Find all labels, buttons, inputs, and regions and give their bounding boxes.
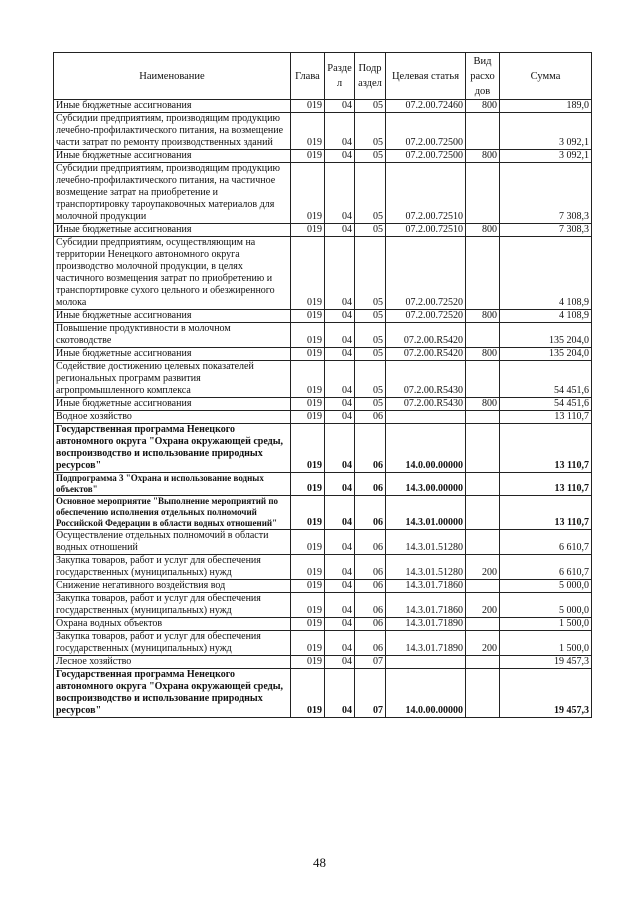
page-number: 48 <box>313 855 326 870</box>
row-sum: 7 308,3 <box>500 224 592 237</box>
row-section: 04 <box>325 593 355 618</box>
row-chapter: 019 <box>291 580 325 593</box>
row-name: Субсидии предприятиям, производящим продукцию лечебно-профилактического питания, на частичное возмещение затрат на приобретение и транспортировку тароупаковочных материалов для молочной продукции <box>54 163 291 224</box>
row-subsection: 06 <box>355 593 386 618</box>
row-sum: 13 110,7 <box>500 473 592 496</box>
row-name: Субсидии предприятиям, производящим продукцию лечебно-профилактического питания, на возмещение части затрат по ремонту производственных зданий <box>54 113 291 150</box>
row-kind: 800 <box>466 100 500 113</box>
row-sum: 6 610,7 <box>500 530 592 555</box>
table-body <box>54 100 592 718</box>
row-kind: 800 <box>466 224 500 237</box>
table-row <box>54 669 592 718</box>
row-kind: 800 <box>466 398 500 411</box>
row-chapter: 019 <box>291 473 325 496</box>
row-sum: 54 451,6 <box>500 361 592 398</box>
row-subsection: 05 <box>355 224 386 237</box>
row-target: 14.3.00.00000 <box>386 473 466 496</box>
row-subsection: 06 <box>355 631 386 656</box>
header-target: Целевая статья <box>386 53 466 100</box>
row-section: 04 <box>325 310 355 323</box>
table-row <box>54 424 592 473</box>
row-target: 07.2.00.72500 <box>386 113 466 150</box>
row-name: Иные бюджетные ассигнования <box>54 150 291 163</box>
row-kind <box>466 473 500 496</box>
row-sum: 135 204,0 <box>500 348 592 361</box>
row-target: 07.2.00.72520 <box>386 310 466 323</box>
row-chapter: 019 <box>291 150 325 163</box>
table-row <box>54 224 592 237</box>
row-section: 04 <box>325 224 355 237</box>
table-row <box>54 237 592 310</box>
row-section: 04 <box>325 150 355 163</box>
table-row <box>54 496 592 530</box>
row-name: Лесное хозяйство <box>54 656 291 669</box>
row-target: 07.2.00.R5420 <box>386 323 466 348</box>
row-name: Закупка товаров, работ и услуг для обеспечения государственных (муниципальных) нужд <box>54 593 291 618</box>
row-kind <box>466 424 500 473</box>
row-chapter: 019 <box>291 361 325 398</box>
row-section: 04 <box>325 496 355 530</box>
row-section: 04 <box>325 237 355 310</box>
row-target: 07.2.00.R5430 <box>386 398 466 411</box>
row-sum: 1 500,0 <box>500 618 592 631</box>
row-kind <box>466 361 500 398</box>
row-section: 04 <box>325 631 355 656</box>
row-name: Государственная программа Ненецкого автономного округа "Охрана окружающей среды, воспроизводство и использование природных ресурсов" <box>54 669 291 718</box>
row-kind: 800 <box>466 348 500 361</box>
table-row <box>54 163 592 224</box>
row-target: 07.2.00.72460 <box>386 100 466 113</box>
row-subsection: 05 <box>355 150 386 163</box>
row-target: 14.3.01.71890 <box>386 618 466 631</box>
row-target: 07.2.00.72510 <box>386 163 466 224</box>
row-sum: 13 110,7 <box>500 411 592 424</box>
row-name: Снижение негативного воздействия вод <box>54 580 291 593</box>
row-chapter: 019 <box>291 237 325 310</box>
header-kind: Вид расхо дов <box>466 53 500 100</box>
row-kind <box>466 656 500 669</box>
row-name: Основное мероприятие "Выполнение мероприятий по обеспечению исполнения отдельных полномочий Российской Федерации в области водных отношений" <box>54 496 291 530</box>
row-sum: 5 000,0 <box>500 580 592 593</box>
row-name: Закупка товаров, работ и услуг для обеспечения государственных (муниципальных) нужд <box>54 631 291 656</box>
row-subsection: 07 <box>355 656 386 669</box>
row-subsection: 06 <box>355 618 386 631</box>
table-row <box>54 473 592 496</box>
row-section: 04 <box>325 113 355 150</box>
row-target <box>386 411 466 424</box>
row-kind: 200 <box>466 555 500 580</box>
row-chapter: 019 <box>291 669 325 718</box>
row-kind <box>466 618 500 631</box>
row-subsection: 06 <box>355 496 386 530</box>
row-chapter: 019 <box>291 398 325 411</box>
row-sum: 5 000,0 <box>500 593 592 618</box>
row-subsection: 05 <box>355 100 386 113</box>
table-row <box>54 150 592 163</box>
row-sum: 6 610,7 <box>500 555 592 580</box>
row-section: 04 <box>325 361 355 398</box>
row-chapter: 019 <box>291 224 325 237</box>
table-row <box>54 631 592 656</box>
table-row <box>54 656 592 669</box>
row-chapter: 019 <box>291 310 325 323</box>
row-sum: 4 108,9 <box>500 237 592 310</box>
row-name: Повышение продуктивности в молочном скотоводстве <box>54 323 291 348</box>
row-chapter: 019 <box>291 323 325 348</box>
table-row <box>54 113 592 150</box>
row-name: Иные бюджетные ассигнования <box>54 100 291 113</box>
row-target: 14.3.01.51280 <box>386 530 466 555</box>
table-row <box>54 398 592 411</box>
row-chapter: 019 <box>291 496 325 530</box>
row-kind <box>466 530 500 555</box>
row-section: 04 <box>325 100 355 113</box>
row-sum: 4 108,9 <box>500 310 592 323</box>
table-header-row <box>54 53 592 100</box>
row-kind: 200 <box>466 593 500 618</box>
row-section: 04 <box>325 656 355 669</box>
table-row <box>54 348 592 361</box>
row-target: 14.3.01.51280 <box>386 555 466 580</box>
row-subsection: 05 <box>355 398 386 411</box>
row-kind <box>466 496 500 530</box>
table-row <box>54 530 592 555</box>
row-sum: 3 092,1 <box>500 113 592 150</box>
row-chapter: 019 <box>291 424 325 473</box>
row-target: 14.3.01.71860 <box>386 580 466 593</box>
row-sum: 1 500,0 <box>500 631 592 656</box>
row-kind <box>466 113 500 150</box>
row-subsection: 06 <box>355 580 386 593</box>
header-chapter: Глава <box>291 53 325 100</box>
row-subsection: 06 <box>355 555 386 580</box>
row-section: 04 <box>325 530 355 555</box>
row-section: 04 <box>325 618 355 631</box>
row-name: Охрана водных объектов <box>54 618 291 631</box>
row-kind <box>466 411 500 424</box>
row-section: 04 <box>325 163 355 224</box>
row-subsection: 06 <box>355 473 386 496</box>
table-row <box>54 593 592 618</box>
row-sum: 135 204,0 <box>500 323 592 348</box>
row-kind <box>466 669 500 718</box>
row-subsection: 05 <box>355 323 386 348</box>
header-section: Разде л <box>325 53 355 100</box>
row-chapter: 019 <box>291 593 325 618</box>
table-row <box>54 555 592 580</box>
row-sum: 54 451,6 <box>500 398 592 411</box>
row-subsection: 05 <box>355 310 386 323</box>
row-kind <box>466 580 500 593</box>
row-target: 07.2.00.72520 <box>386 237 466 310</box>
row-name: Государственная программа Ненецкого автономного округа "Охрана окружающей среды, воспроизводство и использование природных ресурсов" <box>54 424 291 473</box>
row-section: 04 <box>325 323 355 348</box>
row-section: 04 <box>325 424 355 473</box>
row-name: Подпрограмма 3 "Охрана и использование водных объектов" <box>54 473 291 496</box>
table-row <box>54 618 592 631</box>
row-name: Иные бюджетные ассигнования <box>54 224 291 237</box>
row-target: 14.0.00.00000 <box>386 669 466 718</box>
row-name: Осуществление отдельных полномочий в области водных отношений <box>54 530 291 555</box>
row-name: Водное хозяйство <box>54 411 291 424</box>
row-chapter: 019 <box>291 631 325 656</box>
row-sum: 13 110,7 <box>500 424 592 473</box>
row-kind <box>466 163 500 224</box>
row-chapter: 019 <box>291 656 325 669</box>
row-sum: 7 308,3 <box>500 163 592 224</box>
table-row <box>54 361 592 398</box>
row-target: 14.3.01.71860 <box>386 593 466 618</box>
row-section: 04 <box>325 473 355 496</box>
row-subsection: 06 <box>355 424 386 473</box>
row-subsection: 05 <box>355 113 386 150</box>
row-kind <box>466 237 500 310</box>
row-chapter: 019 <box>291 411 325 424</box>
row-subsection: 07 <box>355 669 386 718</box>
row-kind: 800 <box>466 150 500 163</box>
row-name: Содействие достижению целевых показателей региональных программ развития агропромышленного комплекса <box>54 361 291 398</box>
row-subsection: 06 <box>355 530 386 555</box>
row-target: 07.2.00.72510 <box>386 224 466 237</box>
row-sum: 13 110,7 <box>500 496 592 530</box>
row-section: 04 <box>325 580 355 593</box>
row-chapter: 019 <box>291 618 325 631</box>
header-subsection: Подр аздел <box>355 53 386 100</box>
row-subsection: 05 <box>355 163 386 224</box>
row-target: 14.3.01.71890 <box>386 631 466 656</box>
row-section: 04 <box>325 669 355 718</box>
row-section: 04 <box>325 555 355 580</box>
row-target: 07.2.00.72500 <box>386 150 466 163</box>
row-kind: 800 <box>466 310 500 323</box>
row-chapter: 019 <box>291 163 325 224</box>
row-chapter: 019 <box>291 555 325 580</box>
row-section: 04 <box>325 411 355 424</box>
row-chapter: 019 <box>291 100 325 113</box>
row-name: Иные бюджетные ассигнования <box>54 398 291 411</box>
row-target: 07.2.00.R5420 <box>386 348 466 361</box>
row-section: 04 <box>325 398 355 411</box>
row-target: 14.0.00.00000 <box>386 424 466 473</box>
row-subsection: 05 <box>355 361 386 398</box>
row-chapter: 019 <box>291 113 325 150</box>
row-subsection: 05 <box>355 348 386 361</box>
header-name: Наименование <box>54 53 291 100</box>
table-row <box>54 580 592 593</box>
budget-table <box>53 52 592 718</box>
row-chapter: 019 <box>291 530 325 555</box>
row-kind: 200 <box>466 631 500 656</box>
row-subsection: 06 <box>355 411 386 424</box>
table-row <box>54 310 592 323</box>
row-kind <box>466 323 500 348</box>
row-target <box>386 656 466 669</box>
row-name: Иные бюджетные ассигнования <box>54 348 291 361</box>
row-subsection: 05 <box>355 237 386 310</box>
row-target: 07.2.00.R5430 <box>386 361 466 398</box>
table-row <box>54 100 592 113</box>
row-sum: 19 457,3 <box>500 656 592 669</box>
row-section: 04 <box>325 348 355 361</box>
header-sum: Сумма <box>500 53 592 100</box>
row-sum: 3 092,1 <box>500 150 592 163</box>
row-chapter: 019 <box>291 348 325 361</box>
row-name: Закупка товаров, работ и услуг для обеспечения государственных (муниципальных) нужд <box>54 555 291 580</box>
row-name: Иные бюджетные ассигнования <box>54 310 291 323</box>
row-sum: 189,0 <box>500 100 592 113</box>
table-row <box>54 411 592 424</box>
table-row <box>54 323 592 348</box>
row-target: 14.3.01.00000 <box>386 496 466 530</box>
row-sum: 19 457,3 <box>500 669 592 718</box>
row-name: Субсидии предприятиям, осуществляющим на территории Ненецкого автономного округа производство молочной продукции, в целях частичного возмещения затрат по приобретению и транспортировке сухого цельного и обезжиренного молока <box>54 237 291 310</box>
